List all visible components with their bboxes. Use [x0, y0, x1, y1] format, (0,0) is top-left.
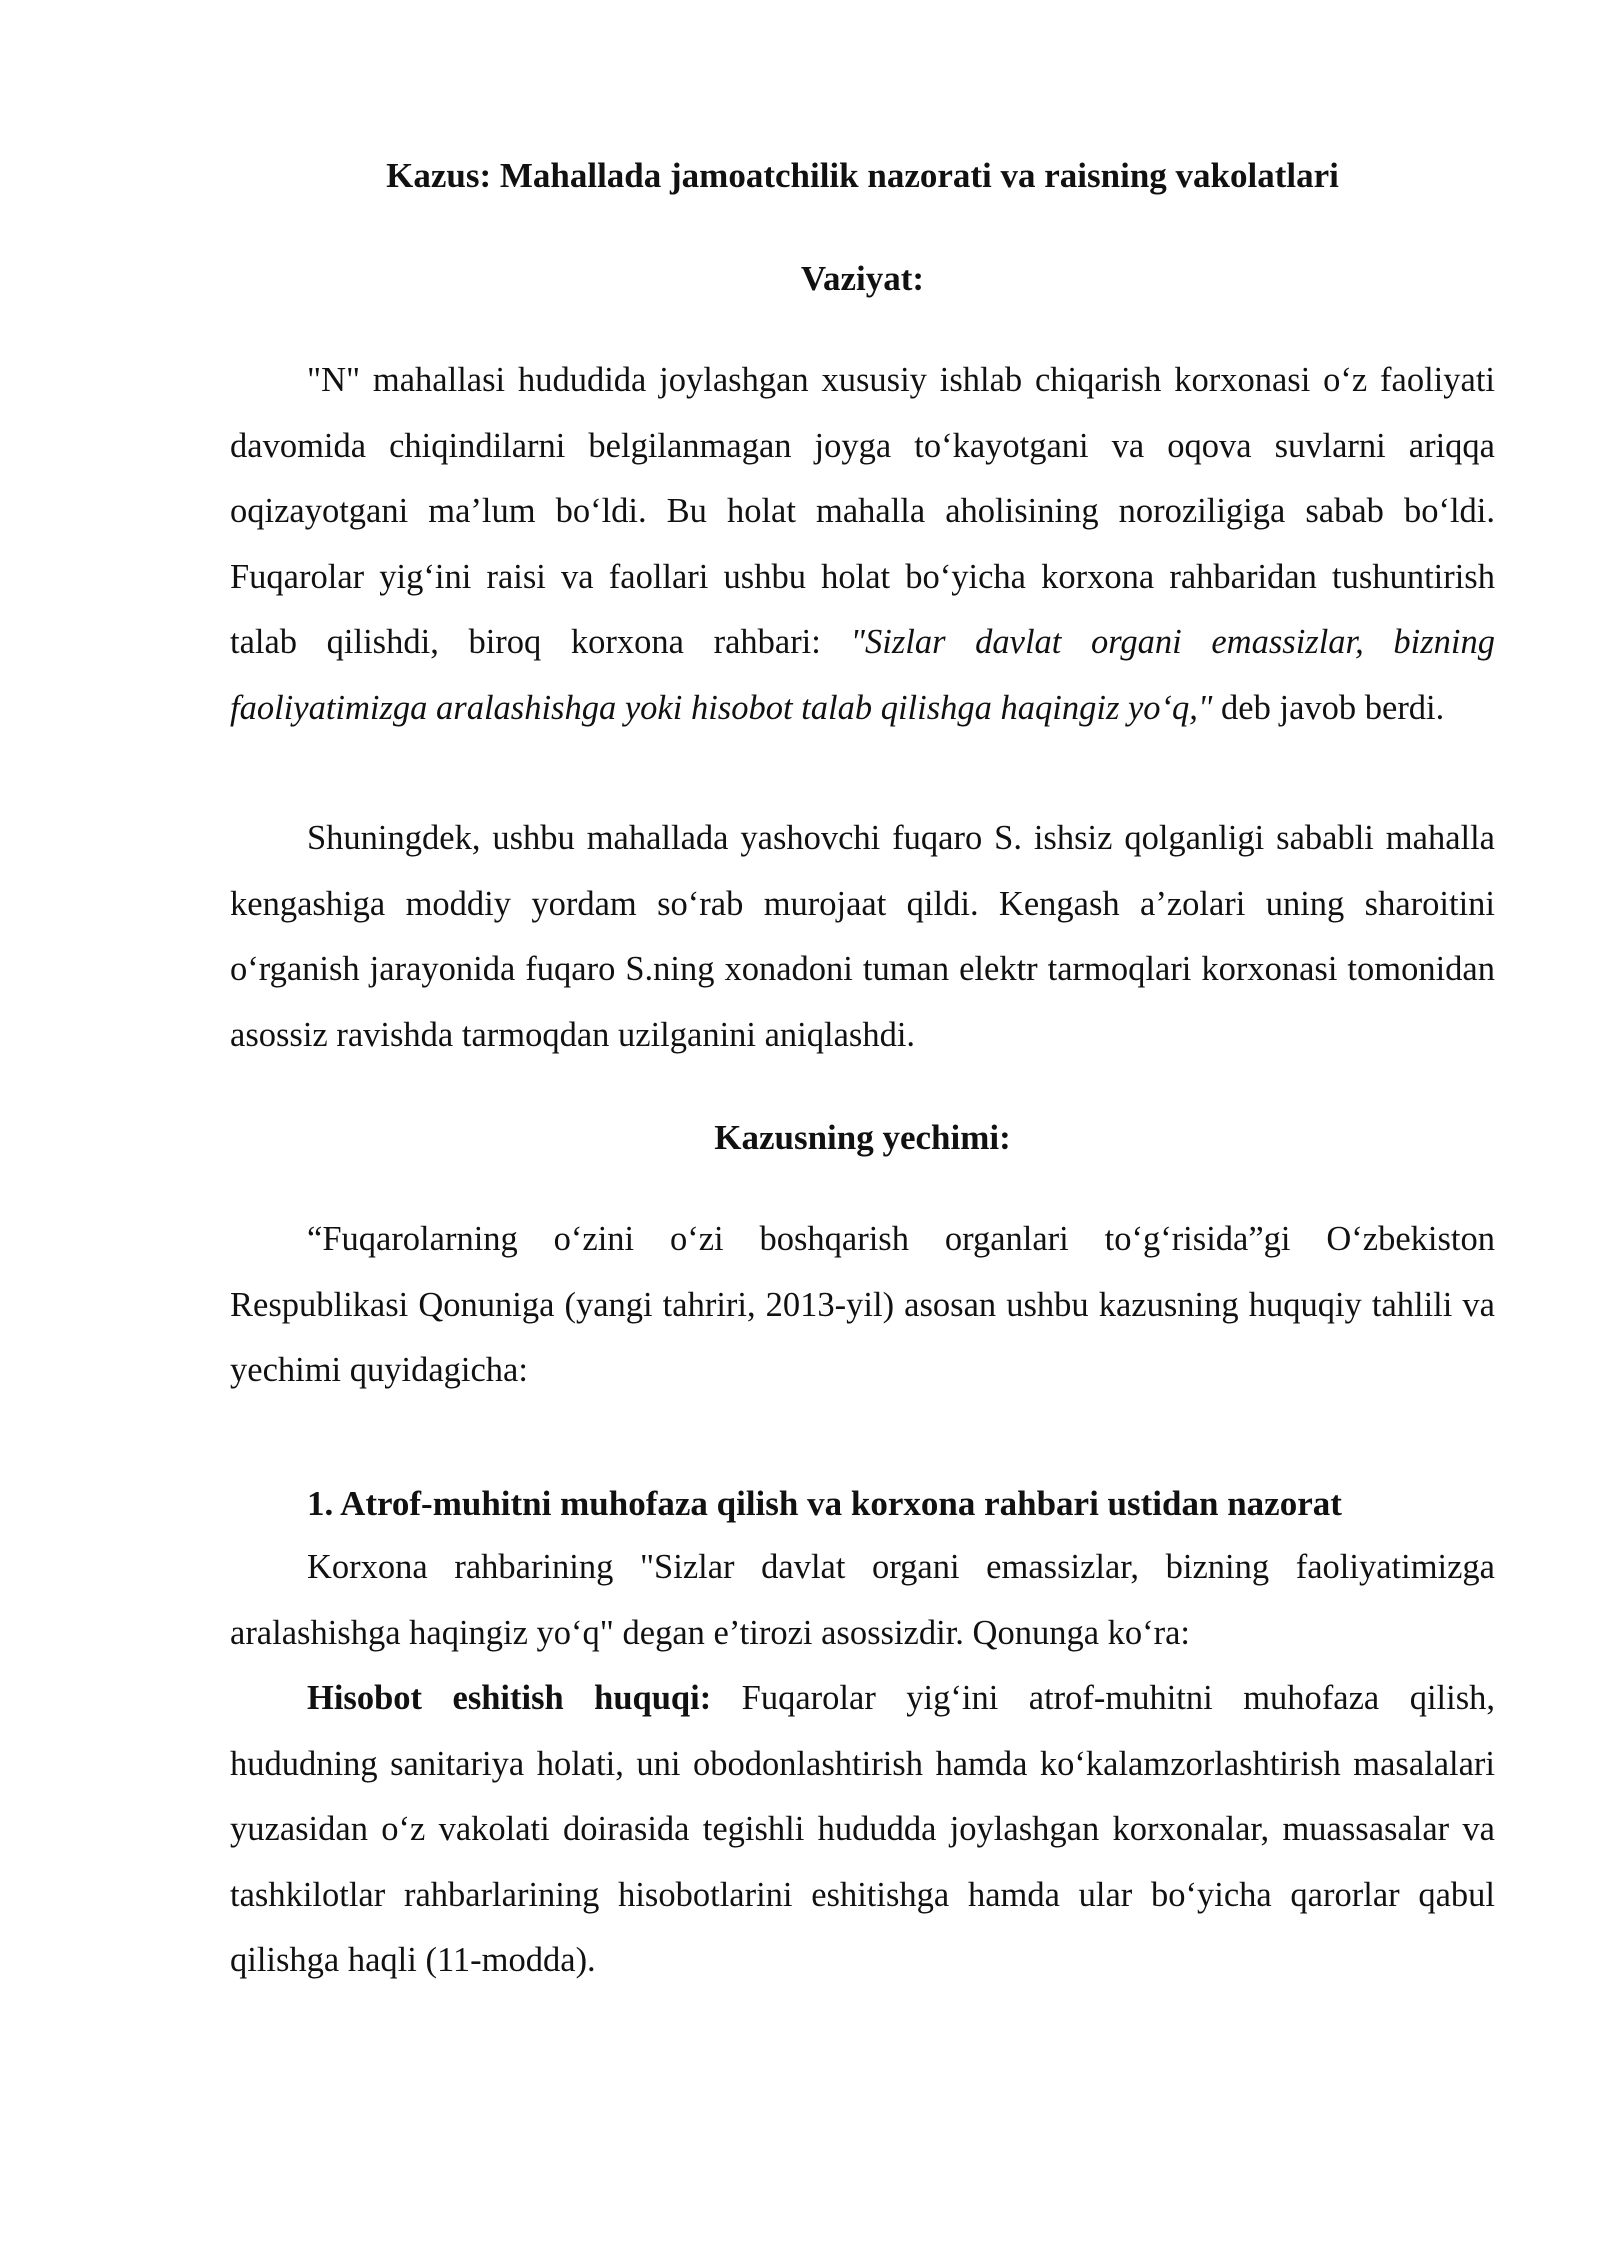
paragraph-text-end: deb javob berdi. [1212, 688, 1445, 727]
solution-heading: Kazusning yechimi: [714, 1118, 1011, 1157]
section-1-paragraph-1: Korxona rahbarining "Sizlar davlat organi emassizlar, bizning faoliyatimizga aralashishga haqingiz yo‘q" degan e’tirozi asossizdir. Qonunga ko‘ra: [230, 1548, 1495, 1652]
paragraph-text: Fuqarolar yig‘ini atrof-muhitni muhofaza qilish, hududning sanitariya holati, uni obodonlashtirish hamda ko‘kalamzorlashtirish masalalari yuzasidan o‘z vakolati doirasida tegishli hududda joylashgan korxonalar, muassasalar va tashkilotlar rahbarlarining hisobotlarini eshitishga hamda ular bo‘yicha qarorlar qabul qilishga haqli (11-modda). [230, 1679, 1495, 1979]
section-1-heading: 1. Atrof-muhitni muhofaza qilish va korxona rahbari ustidan nazorat [307, 1484, 1342, 1523]
document-page [230, 0, 1495, 2262]
document-title: Kazus: Mahallada jamoatchilik nazorati va raisning vakolatlari [386, 156, 1339, 195]
situation-paragraph-2: Shuningdek, ushbu mahallada yashovchi fuqaro S. ishsiz qolganligi sababli mahalla kengashiga moddiy yordam so‘rab murojaat qildi. Kengash a’zolari uning sharoitini o‘rganish jarayonida fuqaro S.ning xonadoni tuman elektr tarmoqlari korxonasi tomonidan asossiz ravishda tarmoqdan uzilganini aniqlashdi. [230, 819, 1495, 1054]
solution-intro-paragraph: “Fuqarolarning o‘zini o‘zi boshqarish organlari to‘g‘risida”gi O‘zbekiston Respublikasi Qonuniga (yangi tahriri, 2013-yil) asosan ushbu kazusning huquqiy tahlili va yechimi quyidagicha: [230, 1220, 1495, 1389]
situation-heading: Vaziyat: [800, 259, 925, 298]
paragraph-text: "N" mahallasi hududida joylashgan xususiy ishlab chiqarish korxonasi o‘z faoliyati davomida chiqindilarni belgilanmagan joyga to‘kayotgani va oqova suvlarni ariqqa oqizayotgani ma’lum bo‘ldi. Bu holat mahalla aholisining noroziligiga sabab bo‘ldi. Fuqarolar yig‘ini raisi va faollari ushbu holat bo‘yicha korxona rahbaridan tushuntirish talab qilishdi, biroq korxona rahbari: [230, 361, 1495, 661]
director-quote: "Sizlar davlat organi emassizlar, bizning faoliyatimizga aralashishga yoki hisobot talab qilishga haqingiz yo‘q," [230, 623, 1495, 727]
section-1-paragraph-2 [230, 1666, 1495, 1994]
situation-paragraph-1 [230, 348, 1495, 741]
right-to-hear-reports-label: Hisobot eshitish huquqi: [307, 1679, 712, 1717]
